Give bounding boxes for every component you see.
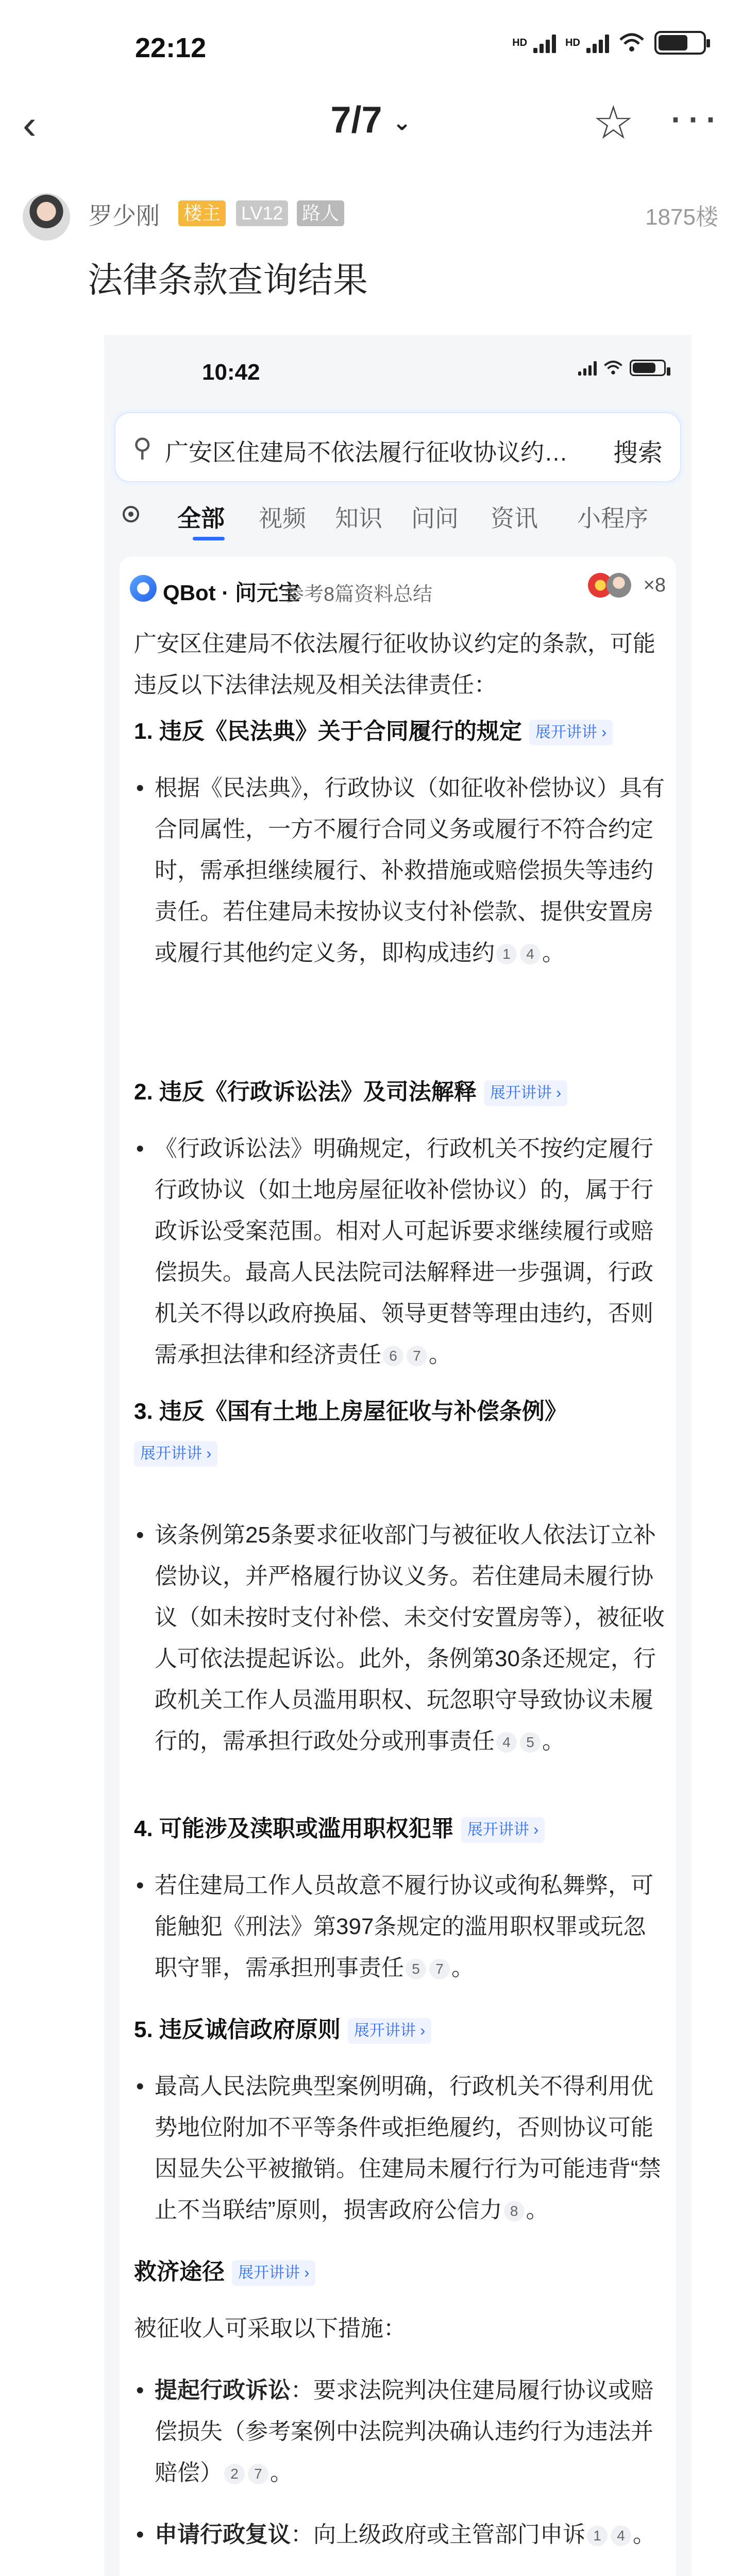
sentence-end: 。 bbox=[270, 2460, 293, 2485]
battery-icon bbox=[630, 360, 666, 376]
sentence-end: 。 bbox=[633, 2522, 655, 2547]
expand-button[interactable]: 展开讲讲 › bbox=[529, 720, 613, 745]
citation-marker[interactable]: 4 bbox=[520, 944, 541, 964]
owner-badge: 楼主 bbox=[178, 200, 226, 226]
remedy-label: 申请行政复议 bbox=[155, 2522, 291, 2547]
remedy-item bbox=[136, 2370, 665, 2494]
section-4-title: 4. 可能涉及渎职或滥用职权犯罪 bbox=[134, 1816, 454, 1841]
tab-qa[interactable]: 问问 bbox=[411, 505, 459, 532]
citation-marker[interactable]: 7 bbox=[248, 2464, 268, 2484]
remedy-text: ：要求法院判决住建局履行协议或赔偿损失（参考案例中法院判决确认违约行为违法并赔偿） bbox=[155, 2378, 653, 2485]
remedy-title: 救济途径 bbox=[134, 2259, 225, 2284]
sentence-end: 。 bbox=[451, 1955, 474, 1980]
battery-icon bbox=[654, 31, 706, 55]
signal-icon-2 bbox=[586, 32, 609, 53]
level-badge: LV12 bbox=[236, 200, 288, 226]
section-3-item bbox=[136, 1515, 665, 1762]
signal-icon bbox=[578, 360, 597, 376]
remedy-intro: 被征收人可采取以下措施： bbox=[134, 2316, 406, 2341]
sentence-end: 。 bbox=[526, 2197, 549, 2223]
sentence-end: 。 bbox=[542, 940, 565, 965]
remedy-heading bbox=[134, 2251, 660, 2293]
section-4-item bbox=[136, 1865, 665, 1989]
tab-mini-program[interactable]: 小程序 bbox=[577, 505, 648, 532]
tab-video[interactable]: 视频 bbox=[259, 505, 306, 532]
sentence-end: 。 bbox=[542, 1728, 565, 1754]
search-button[interactable]: 搜索 bbox=[613, 439, 663, 467]
remedy-item bbox=[136, 2514, 665, 2555]
inner-status-bar bbox=[104, 355, 692, 392]
citation-marker[interactable]: 4 bbox=[611, 2526, 631, 2546]
pager-text: 7/7 bbox=[330, 99, 382, 141]
bot-name: QBot · 问元宝 bbox=[163, 581, 300, 605]
sentence-end: 。 bbox=[429, 1342, 451, 1367]
section-3-heading bbox=[134, 1391, 660, 1473]
status-time: 22:12 bbox=[135, 32, 207, 63]
tab-underline bbox=[193, 537, 225, 540]
citation-marker[interactable]: 8 bbox=[504, 2201, 525, 2222]
expand-button[interactable]: 展开讲讲 › bbox=[232, 2260, 315, 2286]
section-2-heading bbox=[134, 1072, 660, 1113]
answer-card bbox=[120, 556, 676, 2576]
inner-status-time: 10:42 bbox=[202, 360, 260, 385]
section-5-title: 5. 违反诚信政府原则 bbox=[134, 2017, 341, 2042]
avatar[interactable] bbox=[23, 193, 70, 241]
role-badge: 路人 bbox=[297, 200, 344, 226]
citation-marker[interactable]: 2 bbox=[224, 2464, 245, 2484]
result-tabs bbox=[120, 500, 692, 546]
bullet: • bbox=[136, 1522, 144, 1548]
settings-icon[interactable] bbox=[120, 503, 142, 526]
expand-button[interactable]: 展开讲讲 › bbox=[484, 1080, 567, 1106]
remedy-label: 提起行政诉讼 bbox=[155, 2378, 291, 2403]
bullet: • bbox=[136, 1136, 144, 1161]
chevron-down-icon: ⌄ bbox=[392, 110, 412, 135]
citation-marker[interactable]: 1 bbox=[496, 944, 517, 964]
bullet: • bbox=[136, 775, 144, 801]
hd-label: HD bbox=[512, 37, 528, 48]
bullet: • bbox=[136, 2378, 144, 2403]
tab-all[interactable]: 全部 bbox=[177, 505, 225, 532]
section-5-heading bbox=[134, 2009, 660, 2050]
reference-summary: 参考8篇资料总结 bbox=[284, 584, 433, 605]
search-box[interactable] bbox=[114, 412, 681, 482]
search-query[interactable]: 广安区住建局不依法履行征收协议约… bbox=[165, 439, 568, 466]
section-4-heading bbox=[134, 1808, 660, 1850]
inner-status-icons bbox=[578, 360, 666, 376]
bullet: • bbox=[136, 2074, 144, 2099]
section-3-title: 3. 违反《国有土地上房屋征收与补偿条例》 bbox=[134, 1399, 567, 1424]
embedded-screenshot bbox=[104, 335, 692, 2576]
section-4-text: 若住建局工作人员故意不履行协议或徇私舞弊，可能触犯《刑法》第397条规定的滥用职权罪或玩忽职守罪，需承担刑事责任 bbox=[155, 1873, 653, 1980]
citation-marker[interactable]: 1 bbox=[587, 2526, 608, 2546]
wifi-icon bbox=[603, 360, 623, 376]
answer-header bbox=[130, 572, 666, 608]
citation-marker[interactable]: 6 bbox=[383, 1346, 403, 1366]
section-1-item bbox=[136, 768, 665, 974]
answer-intro: 广安区住建局不依法履行征收协议约定的条款，可能违反以下法律法规及相关法律责任： bbox=[134, 631, 655, 698]
bullet: • bbox=[136, 2522, 144, 2547]
citation-marker[interactable]: 7 bbox=[429, 1959, 450, 1979]
section-3-text: 该条例第25条要求征收部门与被征收人依法订立补偿协议，并严格履行协议义务。若住建局未履行协议（如未按时支付补偿、未交付安置房等），被征收人可依法提起诉讼。此外，条例第30条还规定，行政机关工作人员滥用职权、玩忽职守导致协议未履行的，需承担行政处分或刑事责任 bbox=[155, 1522, 665, 1754]
expand-button[interactable]: 展开讲讲 › bbox=[348, 2018, 431, 2044]
tab-news[interactable]: 资讯 bbox=[491, 505, 538, 532]
source-list[interactable] bbox=[588, 573, 666, 598]
tab-knowledge[interactable]: 知识 bbox=[335, 505, 382, 532]
section-1-title: 1. 违反《民法典》关于合同履行的规定 bbox=[134, 719, 522, 744]
section-2-title: 2. 违反《行政诉讼法》及司法解释 bbox=[134, 1079, 477, 1105]
citation-marker[interactable]: 4 bbox=[496, 1732, 517, 1753]
remedy-text: ：向上级政府或主管部门申诉 bbox=[291, 2522, 585, 2547]
section-2-item bbox=[136, 1128, 665, 1376]
source-count: ×8 bbox=[643, 574, 666, 596]
section-5-item bbox=[136, 2066, 665, 2231]
qbot-logo-icon bbox=[130, 575, 157, 602]
more-dots-icon[interactable]: ··· bbox=[668, 91, 720, 143]
author-name[interactable]: 罗少刚 bbox=[89, 202, 160, 229]
nav-bar bbox=[0, 93, 742, 149]
post-title: 法律条款查询结果 bbox=[88, 261, 368, 300]
section-1-text: 根据《民法典》，行政协议（如征收补偿协议）具有合同属性，一方不履行合同义务或履行不符合约定时，需承担继续履行、补救措施或赔偿损失等违约责任。若住建局未按协议支付补偿款、提供安置房或履行其他约定义务，即构成违约 bbox=[155, 775, 665, 965]
section-2-text: 《行政诉讼法》明确规定，行政机关不按约定履行行政协议（如土地房屋征收补偿协议）的，属于行政诉讼受案范围。相对人可起诉要求继续履行或赔偿损失。最高人民法院司法解释进一步强调，行政机关不得以政府换届、领导更替等理由违约，否则需承担法律和经济责任 bbox=[155, 1136, 653, 1367]
bullet: • bbox=[136, 1873, 144, 1898]
wifi-icon bbox=[618, 32, 645, 53]
status-icons bbox=[512, 31, 706, 55]
source-avatar-icon bbox=[606, 573, 631, 598]
search-icon: ⚲ bbox=[133, 433, 152, 462]
citation-marker[interactable]: 5 bbox=[406, 1959, 426, 1979]
floor-number: 1875楼 bbox=[645, 205, 718, 230]
back-arrow-icon[interactable]: ‹ bbox=[23, 101, 37, 147]
hd-label-2: HD bbox=[565, 37, 580, 48]
citation-marker[interactable]: 7 bbox=[407, 1346, 427, 1366]
section-5-text: 最高人民法院典型案例明确，行政机关不得利用优势地位附加不平等条件或拒绝履约，否则协议可能因显失公平被撤销。住建局未履行行为可能违背“禁止不当联结”原则，损害政府公信力 bbox=[155, 2074, 661, 2223]
expand-button[interactable]: 展开讲讲 › bbox=[461, 1817, 545, 1843]
signal-icon bbox=[533, 32, 556, 53]
expand-button[interactable]: 展开讲讲 › bbox=[134, 1441, 217, 1467]
author-row bbox=[23, 193, 723, 245]
section-1-heading bbox=[134, 711, 660, 752]
status-bar bbox=[0, 0, 742, 93]
star-icon[interactable]: ☆ bbox=[593, 97, 634, 149]
citation-marker[interactable]: 5 bbox=[520, 1732, 541, 1753]
